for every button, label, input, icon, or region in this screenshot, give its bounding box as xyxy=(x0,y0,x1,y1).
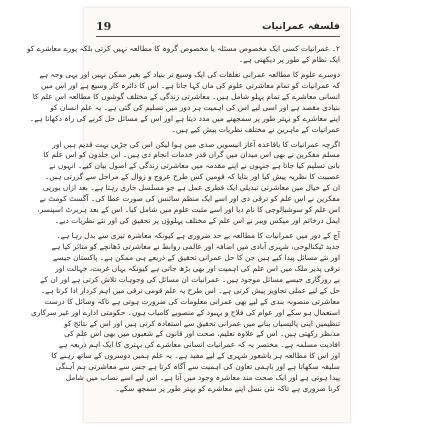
text-line: اور اس کا مطالعہ ہر باشعور شہری کے لیے مفید ہے۔ یہ علم ہمیں دوسروں کے ساتھ رہنے کا xyxy=(51,351,340,361)
text-line: استعمال ہو سکے اور عوام کی فلاح و بہبود کے منصوبے کامیاب ہوں۔ حکومتی ادارے اور غیر سرکاری xyxy=(31,307,340,317)
text-line: معاشرتی منصوبہ بندی کے لیے بھی عمرانی معلومات کی ضرورت ہوتی ہے تاکہ وسائل کا درست xyxy=(44,296,340,306)
page-number: 19 xyxy=(96,19,112,33)
text-line: ان کے خیال میں معاشرتی تبدیلی ایک فطری عمل ہے جو مسلسل جاری رہتا ہے۔ بعد ازاں یورپی xyxy=(42,183,340,193)
text-line: تنظیمیں اپنی پالیسیاں بنانے میں عمرانی تحقیق سے استفادہ کرتی ہیں اور اس کے نتائج کو xyxy=(64,318,340,328)
text-line: سلیقہ سکھاتا ہے اور باہمی تعاون کی اہمیت سے آگاہ کرتا ہے جس سے معاشرتی ہم آہنگی xyxy=(55,362,340,372)
text-line: مسلم مفکرین نے بھی اس میدان میں گراں قدر خدمات انجام دی ہیں۔ ابن خلدون کو اس علم کا xyxy=(43,150,340,160)
paragraph xyxy=(37,139,340,228)
text-line: حل کے لیے عملی تجاویز پیش کرتی ہے۔ اس طرح یہ علم قومی ترقی میں اہم کردار ادا کرتا ہے۔ xyxy=(40,285,340,295)
text-line: اس علم کو سوشیالوجی کا نام دیا اور اسے مثبت علوم میں شامل کیا۔ اس کے بعد ہربرٹ اسپنسر، xyxy=(37,205,340,215)
paragraph xyxy=(31,231,340,395)
text-line: بنیادی مقصد ہے اور اسی لیے اس کی اہمیت ہر دور میں تسلیم کی گئی ہے۔ یہ علم انسان کو xyxy=(50,102,340,112)
text-line: اپنے معاشرے کو بہتر طور پر سمجھنے میں مدد دیتا ہے اور اس کے مسائل حل کرنے کی راہ دکھاتا ہے۔ xyxy=(29,113,340,123)
text-line: افادیت مسلمہ ہے۔ مختصر یہ کہ عمرانیات انسانی معاشرے کی بہتری کا ایک اہم ذریعہ ہے xyxy=(58,340,340,350)
text-line: ایمل درخائم اور میکس ویبر نے اس علم کے مختلف پہلوؤں پر تحقیق کی اور نئے نظریات دیے۔ xyxy=(54,216,340,226)
book-page xyxy=(26,8,350,422)
text-line: جدید ٹیکنالوجی، شہری آبادی میں اضافہ اور عالمی روابط نے معاشرتی ڈھانچے کو متاثر کیا ہے xyxy=(51,241,340,251)
text-line: عمرانیات کے ماہرین نے مختلف نظریات پیش کیے ہیں۔ xyxy=(171,124,340,134)
body-text xyxy=(26,44,340,416)
text-line: دوسرے علوم کا مطالعہ عمرانی تعلقات کی ایک وسیع تر بنیاد کے بغیر ممکن نہیں اور یہی وجہ ہے xyxy=(39,69,340,79)
text-line: اور نئے مسائل پیدا کیے ہیں جن کا حل عمرانی تحقیق کے ذریعے ہی ممکن ہے۔ پاکستان جیسے xyxy=(53,252,340,262)
text-line: آج کے دور میں عمرانیات کا مطالعہ بے حد ضروری ہے کیونکہ معاشرہ تیزی سے بدل رہا ہے۔ xyxy=(56,231,340,240)
text-line: بے روزگاری جیسے مسائل موجود ہیں۔ عمرانیات ان مسائل کی وجوہات تلاش کرتی ہے اور ان کے xyxy=(40,274,340,284)
text-line: کرنا ضروری ہے تاکہ نئی نسل اپنے معاشرے کو بہتر طور پر سمجھ سکے۔ xyxy=(115,384,340,394)
page-header xyxy=(96,18,340,34)
text-line: پیدا ہوتی ہے اور ایک صحت مند معاشرہ وجود میں آتا ہے۔ اس لیے اسے نصاب میں شامل xyxy=(65,373,340,383)
paragraph xyxy=(26,44,340,66)
text-line: کہ عمرانیات کو تمام معاشرتی علوم کی ماں کہا جاتا ہے۔ اس کا دائرہ کار وسیع ہے اور اس میں xyxy=(40,80,340,90)
text-line: اگرچہ عمرانیات کا باقاعدہ آغاز انیسویں صدی میں ہوا لیکن اس کی جڑیں بہت قدیم ہیں اور xyxy=(52,139,340,149)
text-line: ایک نظام کے طور پر دیکھتی ہے۔ xyxy=(238,54,340,64)
text-line: مفکرین نے اس علم کو ترقی دی اور اسے ایک منظم سائنس کی صورت عطا کی۔ آگسٹ کومٹ نے xyxy=(39,194,340,204)
text-line: مدنظر رکھتی ہیں۔ اس کے علاوہ تعلیم، صحت اور قانون کے شعبوں میں بھی اس علم کی xyxy=(64,329,340,339)
header-divider xyxy=(96,36,340,37)
text-line: ترقی پذیر ملک میں اس علم کی اہمیت اور بھی بڑھ جاتی ہے کیونکہ یہاں غربت، جہالت اور xyxy=(55,263,340,273)
text-line: بانی تسلیم کیا جاتا ہے جنہوں نے اپنے مقدمہ میں معاشرتی زندگی کے اصول بیان کیے۔ انہوں نے xyxy=(49,161,340,171)
text-line: عصبیت کا نظریہ پیش کیا اور بتایا کہ قومیں کس طرح عروج و زوال کے مراحل سے گزرتی ہیں۔ xyxy=(44,172,340,182)
text-line: انسانی معاشرے کے تمام پہلو شامل ہیں۔ معاشرتی زندگی کے مختلف گوشوں کا مطالعہ اس علم کا xyxy=(32,91,340,101)
paragraph xyxy=(29,69,340,136)
running-title: فلسفہ عمرانیات xyxy=(261,20,340,32)
text-line: ۲۔ عمرانیات کسی ایک مخصوص مسئلہ یا مخصوص گروہ کا مطالعہ نہیں کرتی بلکہ پورے معاشرے کو xyxy=(26,44,340,53)
